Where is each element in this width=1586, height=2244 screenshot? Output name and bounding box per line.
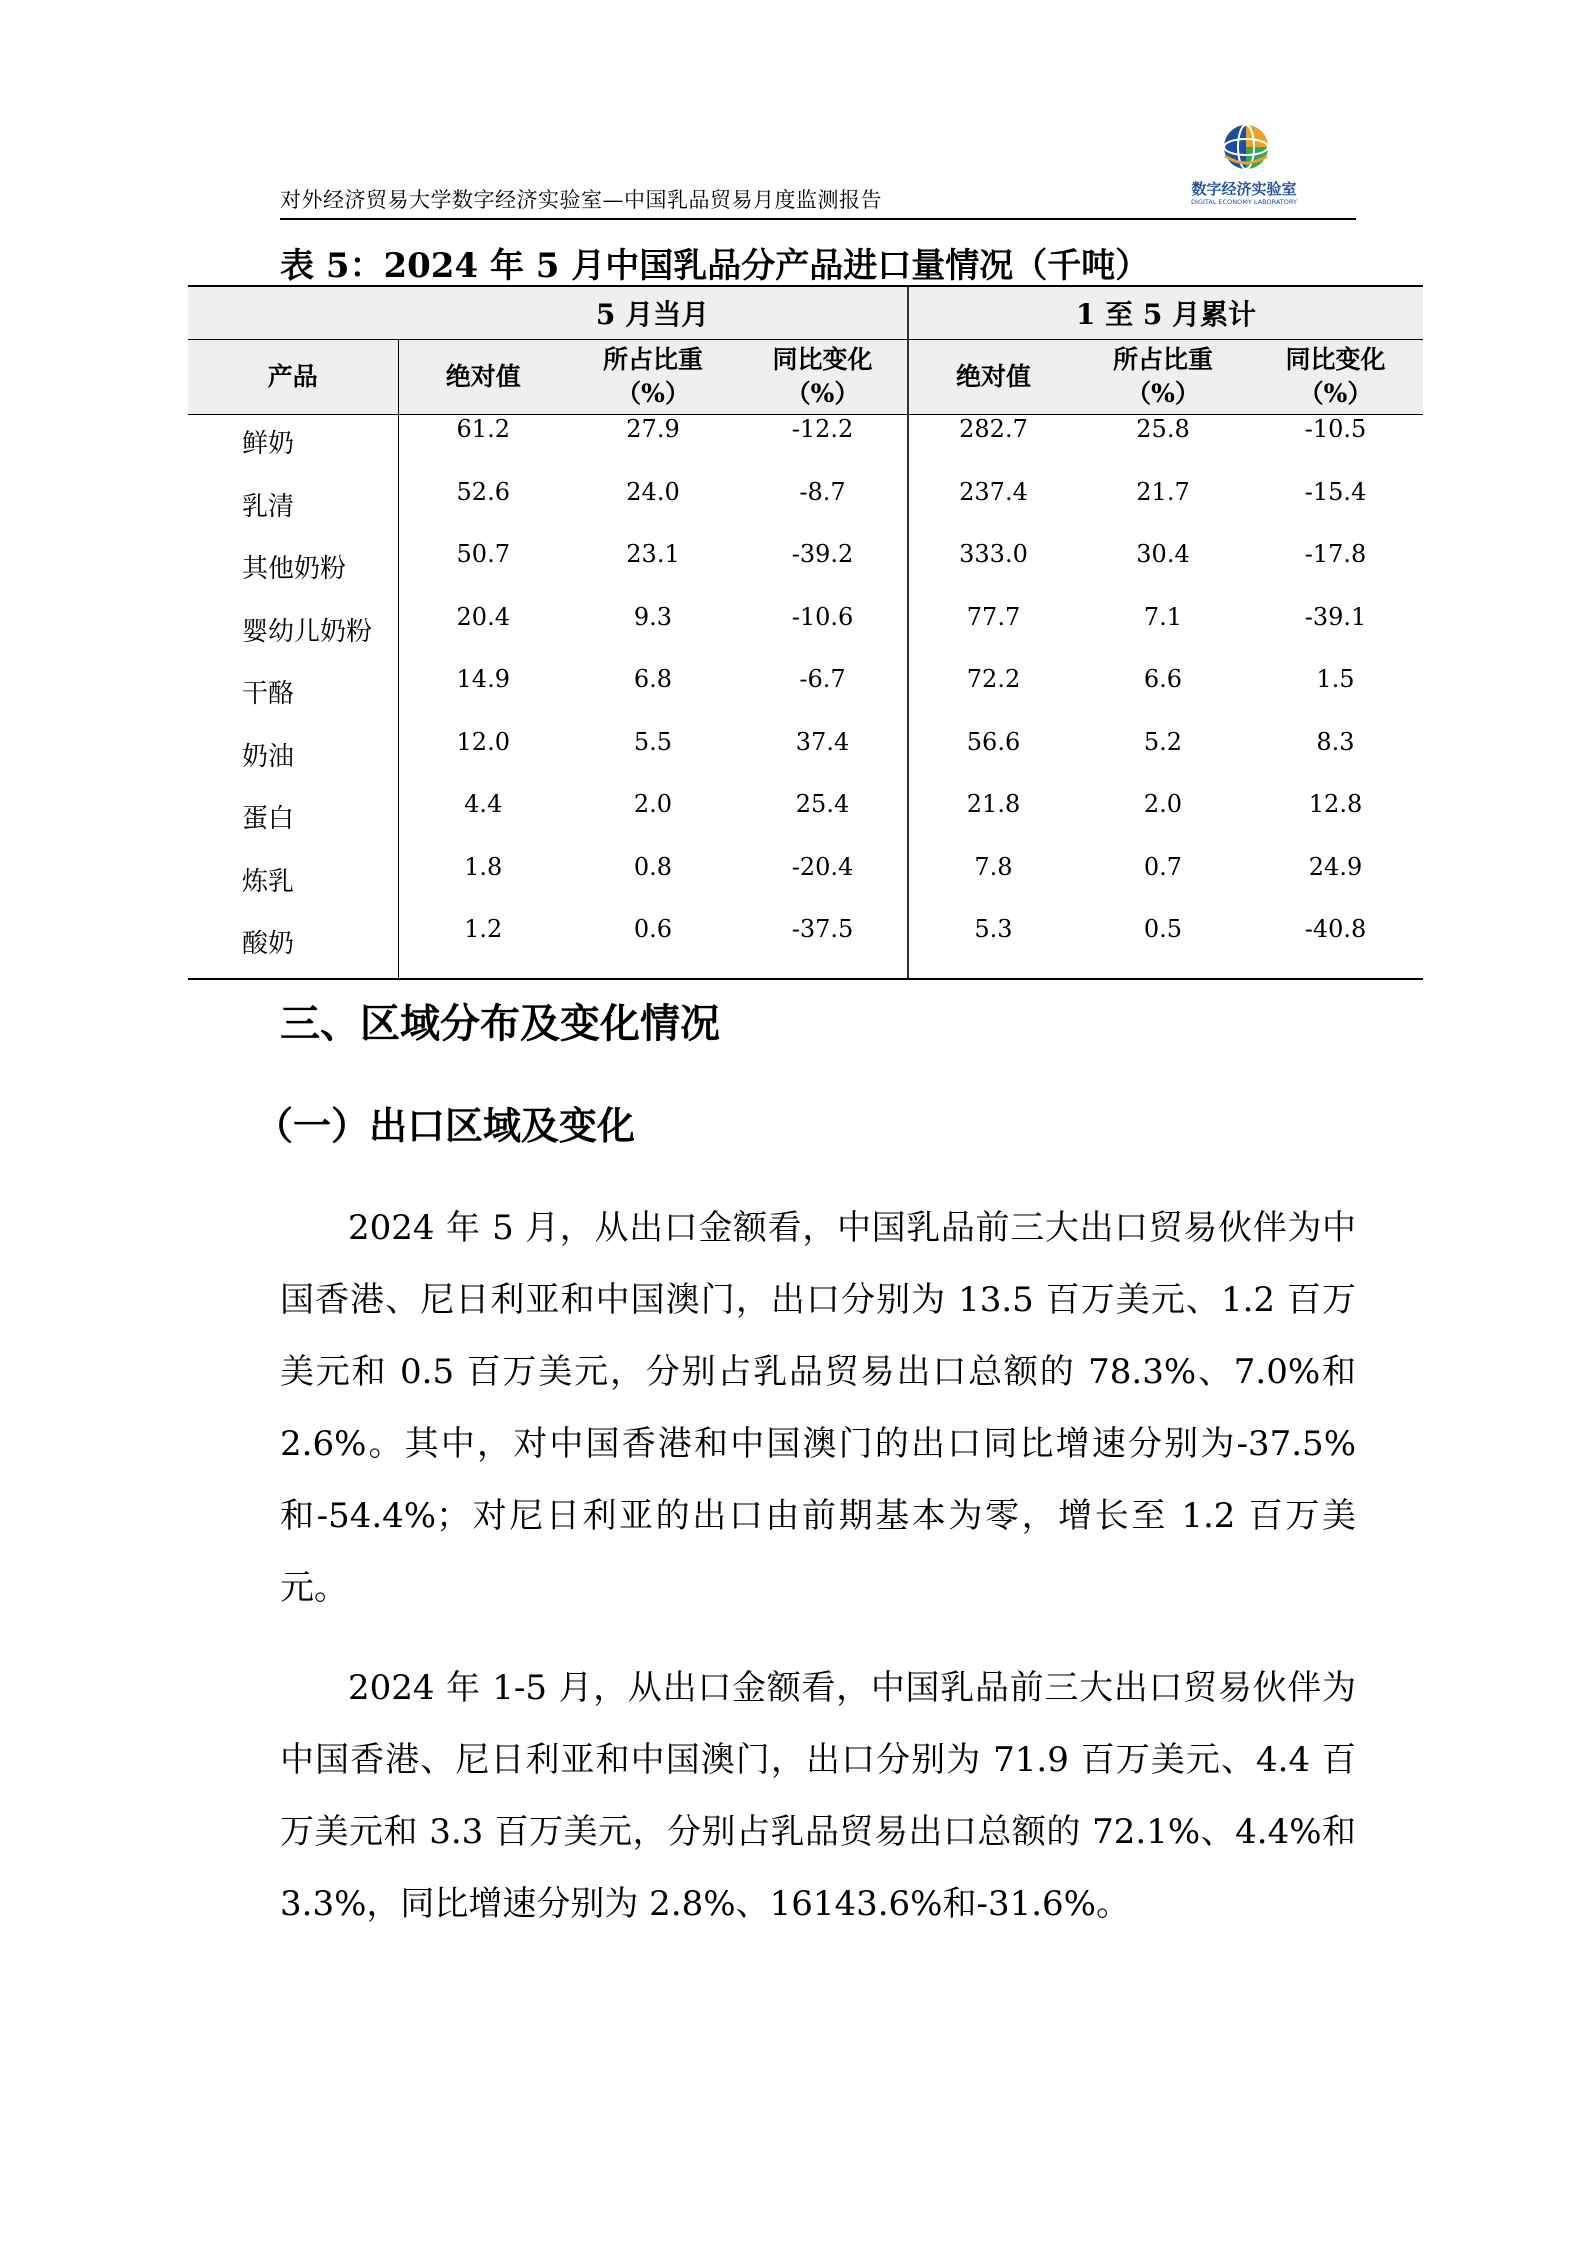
- cell-ytd-share: 0.5: [1078, 915, 1248, 979]
- paragraph-jan-may: 2024 年 1-5 月，从出口金额看，中国乳品前三大出口贸易伙伴为中国香港、尼日利亚和中国澳门，出口分别为 71.9 百万美元、4.4 百万美元和 3.3 百万美元，分别占乳品贸易出口总额的 72.1%、4.4%和 3.3%，同比增速分别为 2.8%、16143.6%和-31.6%。: [280, 1668, 1356, 1924]
- cell-month-yoy: -12.2: [791, 415, 854, 443]
- cell-ytd-yoy: -15.4: [1304, 477, 1367, 506]
- col-header-ytd-yoy: [1248, 340, 1423, 415]
- cell-month-abs: 52.6: [398, 478, 568, 541]
- cell-month-abs: 12.0: [398, 728, 568, 791]
- cell-month-abs: 1.2: [398, 915, 568, 979]
- cell-product: 酸奶: [188, 915, 398, 979]
- cell-month-abs: 50.7: [398, 540, 568, 603]
- col-header-ytd-abs: 绝对值: [908, 340, 1078, 415]
- cell-ytd-share: 7.1: [1143, 602, 1183, 631]
- col-header-ytd-share-line1: 所占比重: [1112, 345, 1213, 374]
- cell-product: 其他奶粉: [242, 554, 347, 584]
- cell-month-yoy: -6.7: [799, 665, 846, 693]
- cell-ytd-yoy: 8.3: [1316, 727, 1355, 756]
- cell-ytd-abs: 237.4: [908, 478, 1078, 541]
- col-header-month-abs: 绝对值: [398, 340, 568, 415]
- cell-month-share: 27.9: [626, 415, 680, 443]
- header-text: 对外经济贸易大学数字经济实验室—中国乳品贸易月度监测报告: [280, 188, 882, 212]
- cell-ytd-abs: 7.8: [908, 853, 1078, 916]
- cell-month-abs: 14.9: [398, 665, 568, 728]
- cell-ytd-yoy: 24.9: [1308, 852, 1363, 881]
- cell-ytd-yoy: 1.5: [1316, 665, 1355, 693]
- cell-month-yoy: -20.4: [791, 852, 854, 881]
- cell-month-abs: 1.8: [398, 853, 568, 916]
- page-header: [280, 120, 1356, 220]
- col-header-ytd-yoy-line1: 同比变化: [1285, 345, 1386, 374]
- lab-logo: [1184, 120, 1304, 214]
- cell-month-share: 6.8: [633, 665, 673, 693]
- cell-month-yoy: -10.6: [791, 602, 854, 631]
- cell-month-share: 0.6: [568, 915, 738, 979]
- col-header-ytd-yoy-line2: （%）: [1298, 379, 1373, 408]
- cell-month-yoy: 37.4: [795, 727, 850, 756]
- col-header-month-yoy: [738, 340, 908, 415]
- cell-product: 炼乳: [242, 866, 295, 897]
- cell-ytd-yoy: -39.1: [1304, 602, 1367, 631]
- cell-month-yoy: -37.5: [738, 915, 908, 979]
- cell-month-abs: 20.4: [398, 603, 568, 666]
- cell-ytd-abs: 56.6: [908, 728, 1078, 791]
- col-header-ytd-share: [1078, 340, 1248, 415]
- cell-month-share: 5.5: [633, 727, 673, 756]
- import-volume-table: [188, 285, 1423, 980]
- cell-product: 干酪: [242, 679, 295, 709]
- table-row: [188, 478, 1423, 541]
- table-group-header-row: [188, 286, 1423, 340]
- cell-month-share: 0.8: [633, 852, 673, 881]
- group-header-month: 5 月当月: [398, 286, 908, 340]
- cell-product: 奶油: [242, 741, 295, 772]
- table-body: [188, 415, 1423, 979]
- table-title: 表 5：2024 年 5 月中国乳品分产品进口量情况（千吨）: [280, 246, 1150, 286]
- cell-ytd-share: 25.8: [1136, 415, 1190, 443]
- globe-logo-icon: [1221, 122, 1271, 176]
- cell-month-abs: 4.4: [398, 790, 568, 853]
- table-row: [188, 915, 1423, 979]
- col-header-month-share-line2: （%）: [616, 379, 690, 408]
- cell-product: 乳清: [242, 491, 295, 522]
- col-header-month-share: [568, 340, 738, 415]
- cell-month-share: 24.0: [626, 477, 680, 506]
- cell-month-share: 23.1: [626, 540, 680, 568]
- col-header-product: 产品: [188, 340, 398, 415]
- cell-ytd-abs: 5.3: [908, 915, 1078, 979]
- cell-month-yoy: -39.2: [791, 540, 854, 568]
- cell-ytd-share: 21.7: [1136, 477, 1190, 506]
- paragraph-may: 2024 年 5 月，从出口金额看，中国乳品前三大出口贸易伙伴为中国香港、尼日利亚和中国澳门，出口分别为 13.5 百万美元、1.2 百万美元和 0.5 百万美元，分别占乳品贸易出口总额的 78.3%、7.0%和 2.6%。其中，对中国香港和中国澳门的出口同比增速分别为-37.5%和-54.4%；对尼日利亚的出口由前期基本为零，增长至 1.2 百万美元。: [280, 1208, 1356, 1608]
- cell-ytd-share: 0.7: [1143, 852, 1183, 881]
- cell-month-abs: 61.2: [398, 415, 568, 478]
- cell-ytd-yoy: -17.8: [1304, 540, 1367, 568]
- table-row: [188, 603, 1423, 666]
- table-row: [188, 853, 1423, 916]
- col-header-ytd-share-line2: （%）: [1126, 379, 1200, 408]
- cell-ytd-abs: 72.2: [908, 665, 1078, 728]
- cell-product: 鲜奶: [242, 429, 295, 459]
- section-heading: 三、区域分布及变化情况: [280, 1000, 720, 1047]
- col-header-month-yoy-line1: 同比变化: [772, 345, 873, 374]
- section-subheading: （一）出口区域及变化: [255, 1103, 636, 1148]
- cell-ytd-abs: 282.7: [908, 415, 1078, 478]
- cell-ytd-share: 30.4: [1136, 540, 1190, 568]
- cell-month-share: 9.3: [633, 602, 673, 631]
- cell-ytd-yoy: -10.5: [1304, 415, 1367, 443]
- col-header-month-yoy-line2: （%）: [785, 379, 860, 408]
- table-row: [188, 790, 1423, 853]
- cell-month-share: 2.0: [633, 790, 673, 818]
- logo-text-en: DIGITAL ECONOMY LABORATORY: [1191, 198, 1297, 206]
- header-blank-cell: [188, 286, 398, 340]
- table-column-header-row: [188, 340, 1423, 415]
- table-row: [188, 728, 1423, 791]
- cell-ytd-abs: 333.0: [908, 540, 1078, 603]
- table-row: [188, 665, 1423, 728]
- col-header-month-share-line1: 所占比重: [602, 345, 703, 374]
- cell-product: 婴幼儿奶粉: [242, 616, 373, 647]
- logo-text-cn: 数字经济实验室: [1191, 180, 1297, 198]
- cell-ytd-abs: 21.8: [908, 790, 1078, 853]
- cell-ytd-yoy: 12.8: [1308, 790, 1363, 818]
- table-row: [188, 415, 1423, 478]
- cell-product: 蛋白: [242, 804, 295, 834]
- cell-ytd-yoy: -40.8: [1248, 915, 1423, 979]
- cell-month-yoy: 25.4: [795, 790, 850, 818]
- cell-ytd-abs: 77.7: [908, 603, 1078, 666]
- cell-ytd-share: 5.2: [1143, 727, 1183, 756]
- cell-month-yoy: -8.7: [799, 477, 846, 506]
- group-header-ytd: 1 至 5 月累计: [908, 286, 1423, 340]
- table-row: [188, 540, 1423, 603]
- cell-ytd-share: 2.0: [1143, 790, 1183, 818]
- cell-ytd-share: 6.6: [1143, 665, 1183, 693]
